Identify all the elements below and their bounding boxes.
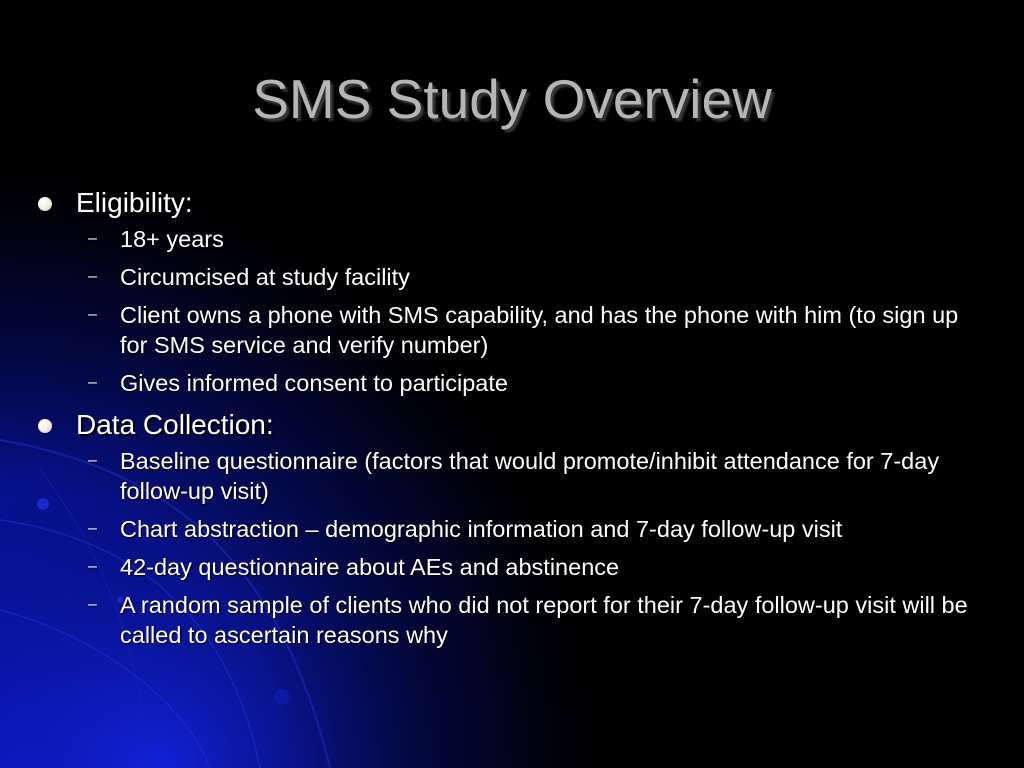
section-heading: Eligibility: [76,187,193,218]
list-item-text: A random sample of clients who did not report for their 7-day follow-up visit will be called to ascertain reasons why [120,592,968,648]
dash-icon: – [88,558,97,575]
bullet-dot-icon [38,197,52,211]
list-item-text: Client owns a phone with SMS capability, and has the phone with him (to sign up for SMS service and verify number) [120,302,959,358]
dash-icon: – [88,520,97,537]
dash-icon: – [88,230,97,247]
section-data-collection [36,406,986,444]
bullet-dot-icon [38,419,52,433]
list-item [36,552,986,582]
dash-icon: – [88,596,97,613]
list-item [36,262,986,292]
slide-content [36,184,986,658]
dash-icon: – [88,374,97,391]
list-item-text: Gives informed consent to participate [120,370,508,396]
dash-icon: – [88,452,97,469]
list-item-text: Chart abstraction – demographic information and 7-day follow-up visit [120,516,843,542]
list-item [36,300,986,360]
dash-icon: – [88,268,97,285]
list-item [36,224,986,254]
list-item [36,514,986,544]
eligibility-list [36,224,986,398]
list-item-text: 18+ years [120,226,224,252]
list-item-text: Baseline questionnaire (factors that would promote/inhibit attendance for 7-day follow-up visit) [120,448,940,504]
list-item-text: 42-day questionnaire about AEs and abstinence [120,554,620,580]
slide-title: SMS Study Overview [252,68,772,130]
list-item [36,590,986,650]
data-collection-list [36,446,986,650]
dash-icon: – [88,306,97,323]
section-heading: Data Collection: [76,409,274,440]
list-item [36,368,986,398]
list-item [36,446,986,506]
list-item-text: Circumcised at study facility [120,264,410,290]
section-eligibility [36,184,986,222]
